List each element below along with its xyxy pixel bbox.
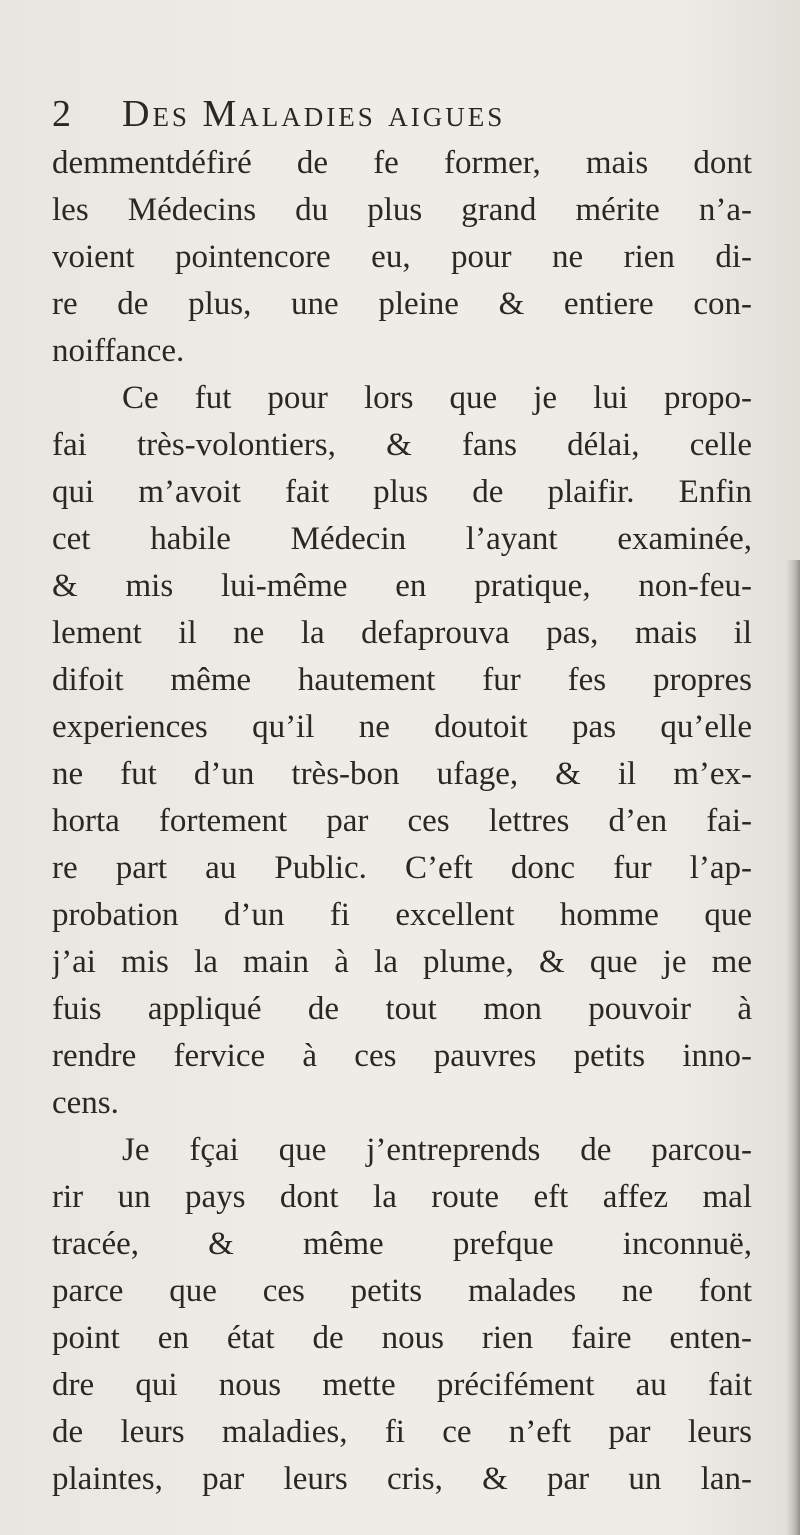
text-line: rendre fervice à ces pauvres petits inno- xyxy=(52,1038,752,1074)
text-line: de leurs maladies, fi ce n’eft par leurs xyxy=(52,1414,752,1450)
paragraph-start-line: Ce fut pour lors que je lui propo- xyxy=(122,380,752,416)
text-line: tracée, & même prefque inconnuë, xyxy=(52,1226,752,1262)
text-line: cens. xyxy=(52,1085,119,1121)
text-line: voient pointencore eu, pour ne rien di- xyxy=(52,239,752,275)
text-line: fai très-volontiers, & fans délai, celle xyxy=(52,427,752,463)
text-line: parce que ces petits malades ne font xyxy=(52,1273,752,1309)
text-line: dre qui nous mette précifément au fait xyxy=(52,1367,752,1403)
text-line: qui m’avoit fait plus de plaifir. Enfin xyxy=(52,474,752,510)
text-line: demmentdéfiré de fe former, mais dont xyxy=(52,145,752,181)
text-line: ne fut d’un très-bon ufage, & il m’ex- xyxy=(52,756,752,792)
text-line: re de plus, une pleine & entiere con- xyxy=(52,286,752,322)
paragraph-start-line: Je fçai que j’entreprends de parcou- xyxy=(122,1132,752,1168)
page-number: 2 xyxy=(52,93,73,135)
text-line: probation d’un fi excellent homme que xyxy=(52,897,752,933)
text-line: horta fortement par ces lettres d’en fai- xyxy=(52,803,752,839)
text-line: & mis lui-même en pratique, non-feu- xyxy=(52,568,752,604)
running-head-title: Des Maladies aigues xyxy=(122,93,506,135)
text-line: re part au Public. C’eft donc fur l’ap- xyxy=(52,850,752,886)
text-line: j’ai mis la main à la plume, & que je me xyxy=(52,944,752,980)
text-line: noiffance. xyxy=(52,333,185,369)
text-line: difoit même hautement fur fes propres xyxy=(52,662,752,698)
running-head xyxy=(52,88,752,140)
text-line: cet habile Médecin l’ayant examinée, xyxy=(52,521,752,557)
text-line: point en état de nous rien faire enten- xyxy=(52,1320,752,1356)
text-line: fuis appliqué de tout mon pouvoir à xyxy=(52,991,752,1027)
text-line: lement il ne la defaprouva pas, mais il xyxy=(52,615,752,651)
text-line: les Médecins du plus grand mérite n’a- xyxy=(52,192,752,228)
text-line: experiences qu’il ne doutoit pas qu’elle xyxy=(52,709,752,745)
page-edge-shadow xyxy=(786,560,800,1535)
text-line: plaintes, par leurs cris, & par un lan- xyxy=(52,1461,752,1497)
text-line: rir un pays dont la route eft affez mal xyxy=(52,1179,752,1215)
